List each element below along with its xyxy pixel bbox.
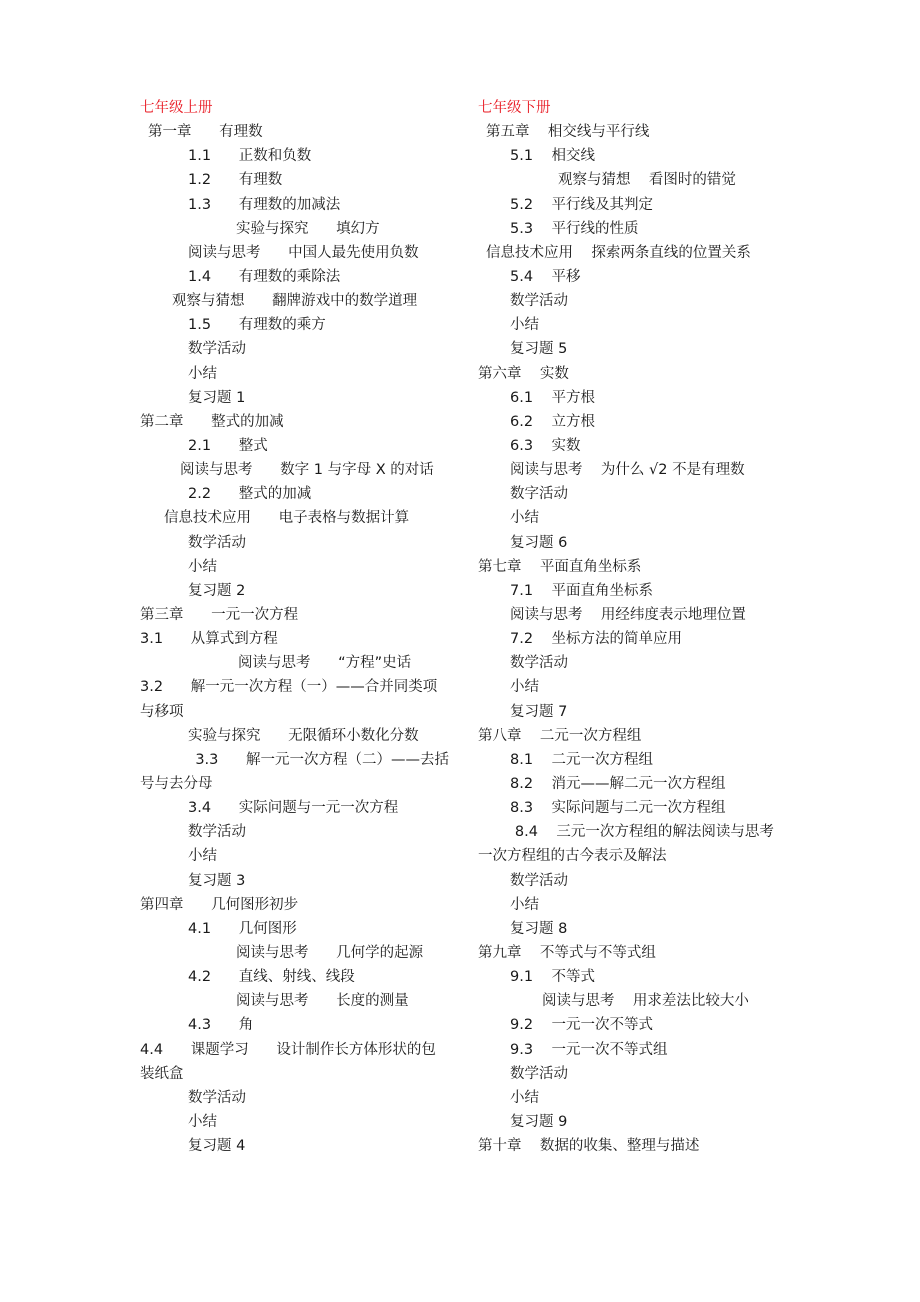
toc-line: 3.1 从算式到方程 xyxy=(140,631,278,648)
toc-line: 第六章 实数 xyxy=(478,365,569,382)
toc-line: 第三章 一元一次方程 xyxy=(140,606,299,623)
toc-line: 实验与探究 填幻方 xyxy=(236,220,380,237)
toc-line: 小结 xyxy=(510,317,539,334)
toc-line: 小结 xyxy=(510,679,539,696)
toc-line: 小结 xyxy=(188,365,217,382)
toc-line: 1.4 有理数的乘除法 xyxy=(188,268,341,285)
toc-line: 数学活动 xyxy=(188,534,246,551)
toc-line: 数字活动 xyxy=(510,486,568,503)
toc-line: 3.4 实际问题与一元一次方程 xyxy=(188,800,399,817)
toc-line: 4.1 几何图形 xyxy=(188,920,297,937)
toc-line: 第四章 几何图形初步 xyxy=(140,896,299,913)
toc-line: 信息技术应用 电子表格与数据计算 xyxy=(164,510,410,527)
toc-line: 9.2 一元一次不等式 xyxy=(510,1017,653,1034)
toc-line: 小结 xyxy=(510,896,539,913)
toc-line: 数学活动 xyxy=(188,824,246,841)
toc-line: 阅读与思考 几何学的起源 xyxy=(236,944,424,961)
toc-line: 复习题 8 xyxy=(510,920,568,937)
toc-line: 复习题 4 xyxy=(188,1138,246,1155)
toc-line: 1.5 有理数的乘方 xyxy=(188,317,326,334)
toc-line-list xyxy=(478,120,793,1158)
toc-line: 复习题 7 xyxy=(510,703,568,720)
toc-line: 第一章 有理数 xyxy=(148,124,263,141)
toc-line: 阅读与思考 用求差法比较大小 xyxy=(542,993,749,1010)
toc-line: 信息技术应用 探索两条直线的位置关系 xyxy=(486,244,751,261)
column-title: 七年级上册 xyxy=(140,100,213,116)
toc-line: 数学活动 xyxy=(510,872,568,889)
toc-line-list xyxy=(140,120,450,1158)
toc-line: 2.2 整式的加减 xyxy=(188,486,312,503)
toc-line: 8.3 实际问题与二元一次方程组 xyxy=(510,800,726,817)
toc-line: 第九章 不等式与不等式组 xyxy=(478,944,656,961)
toc-line: 小结 xyxy=(188,558,217,575)
toc-line: 小结 xyxy=(188,848,217,865)
column-title: 七年级下册 xyxy=(478,100,551,116)
toc-line: 数学活动 xyxy=(510,1065,568,1082)
toc-line: 复习题 3 xyxy=(188,872,246,889)
toc-line: 1.2 有理数 xyxy=(188,172,283,189)
toc-line: 第十章 数据的收集、整理与描述 xyxy=(478,1138,700,1155)
toc-line: 阅读与思考 用经纬度表示地理位置 xyxy=(510,606,746,623)
toc-line: 5.4 平移 xyxy=(510,268,581,285)
toc-line: 1.1 正数和负数 xyxy=(188,148,312,165)
toc-column-grade7-first-semester xyxy=(140,96,450,1158)
toc-line: 实验与探究 无限循环小数化分数 xyxy=(188,727,419,744)
toc-line: 6.1 平方根 xyxy=(510,389,595,406)
toc-line: 4.4 课题学习 设计制作长方体形状的包装纸盒 xyxy=(140,1041,436,1082)
toc-line: 阅读与思考 中国人最先使用负数 xyxy=(188,244,419,261)
toc-line: 6.3 实数 xyxy=(510,437,581,454)
toc-line: 5.3 平行线的性质 xyxy=(510,220,639,237)
toc-line: 数学活动 xyxy=(188,1089,246,1106)
toc-line: 阅读与思考 数字 1 与字母 X 的对话 xyxy=(180,462,434,479)
toc-line: 小结 xyxy=(188,1114,217,1130)
toc-line: 复习题 2 xyxy=(188,582,246,599)
toc-line: 8.2 消元——解二元一次方程组 xyxy=(510,775,726,792)
toc-line: 7.2 坐标方法的简单应用 xyxy=(510,631,682,648)
toc-line: 第七章 平面直角坐标系 xyxy=(478,558,642,575)
toc-line: 复习题 5 xyxy=(510,341,568,358)
toc-line: 9.3 一元一次不等式组 xyxy=(510,1041,668,1058)
toc-line: 第八章 二元一次方程组 xyxy=(478,727,642,744)
toc-line: 3.2 解一元一次方程（一）——合并同类项与移项 xyxy=(140,679,438,720)
toc-line: 数学活动 xyxy=(188,341,246,358)
toc-line: 8.1 二元一次方程组 xyxy=(510,751,653,768)
toc-line: 小结 xyxy=(510,510,539,527)
toc-line: 3.3 解一元一次方程（二）——去括号与去分母 xyxy=(140,751,450,792)
toc-line: 阅读与思考 “方程”史话 xyxy=(238,655,412,672)
toc-line: 阅读与思考 长度的测量 xyxy=(236,993,409,1010)
toc-line: 4.2 直线、射线、线段 xyxy=(188,969,355,986)
toc-line: 5.1 相交线 xyxy=(510,148,595,165)
toc-line: 阅读与思考 为什么 √2 不是有理数 xyxy=(510,462,745,479)
toc-line: 数学活动 xyxy=(510,655,568,672)
toc-line: 1.3 有理数的加减法 xyxy=(188,196,341,213)
toc-line: 观察与猜想 看图时的错觉 xyxy=(558,172,736,189)
toc-line: 7.1 平面直角坐标系 xyxy=(510,582,653,599)
toc-column-grade7-second-semester xyxy=(478,96,793,1158)
toc-line: 4.3 角 xyxy=(188,1017,254,1034)
toc-line: 复习题 9 xyxy=(510,1113,568,1130)
toc-line: 5.2 平行线及其判定 xyxy=(510,196,653,213)
toc-line: 第五章 相交线与平行线 xyxy=(486,124,650,141)
toc-line: 观察与猜想 翻牌游戏中的数学道理 xyxy=(172,293,418,310)
toc-line: 9.1 不等式 xyxy=(510,969,595,986)
toc-line: 复习题 1 xyxy=(188,389,246,406)
toc-line: 复习题 6 xyxy=(510,534,568,551)
toc-line: 6.2 立方根 xyxy=(510,413,595,430)
toc-line: 8.4 三元一次方程组的解法阅读与思考 一次方程组的古今表示及解法 xyxy=(478,824,793,865)
toc-line: 第二章 整式的加减 xyxy=(140,413,284,430)
toc-line: 数学活动 xyxy=(510,293,568,310)
toc-line: 小结 xyxy=(510,1089,539,1106)
toc-line: 2.1 整式 xyxy=(188,437,268,454)
